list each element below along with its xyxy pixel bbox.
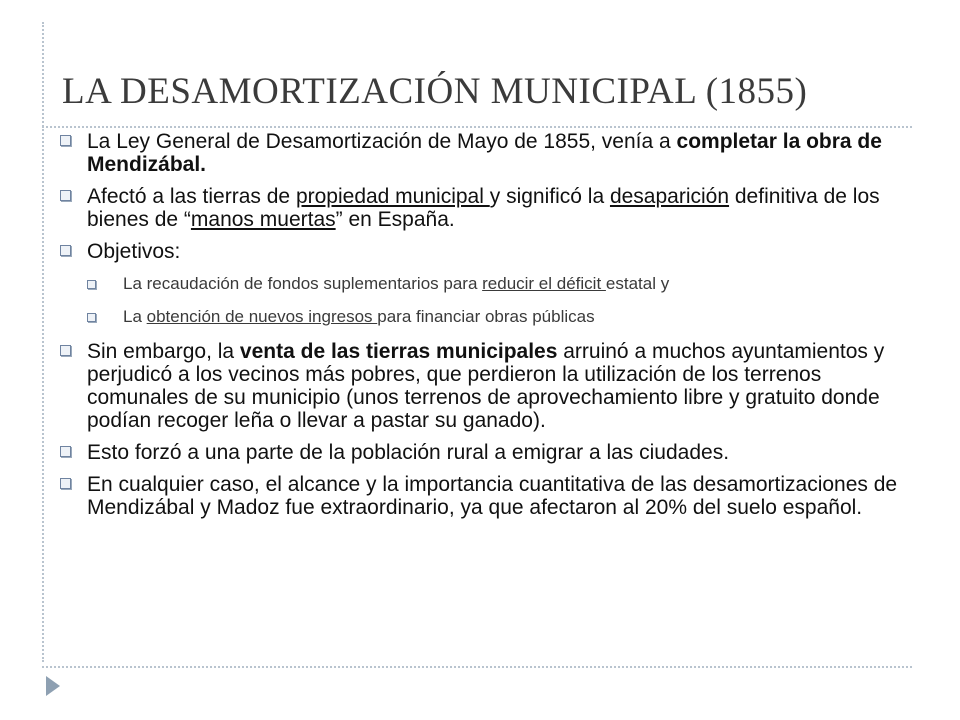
bullet-sin-embargo [60, 340, 910, 432]
sub-bullet-text: La [123, 307, 147, 326]
square-bullet-icon [60, 135, 71, 146]
title-divider-line [42, 126, 912, 128]
bullet-text: y significó la [489, 185, 610, 208]
square-bullet-icon [60, 245, 71, 256]
sub-bullet-text: estatal y [605, 274, 670, 293]
square-bullet-icon [60, 478, 71, 489]
underlined-text: reducir el déficit [482, 274, 606, 293]
underlined-text: manos muertas [190, 208, 336, 231]
square-bullet-icon [60, 345, 71, 356]
sub-bullet-obtencion [60, 307, 910, 327]
square-bullet-icon [60, 190, 71, 201]
bullet-emigrar [60, 441, 910, 464]
bullet-afecto [60, 185, 910, 231]
bullet-text: Afectó a las tierras de [87, 185, 296, 208]
bullet-bold-text: completar la obra de Mendizábal. [87, 130, 882, 176]
bullet-text: arruinó a muchos ayuntamientos y perjudicó a los vecinos más pobres, que perdieron la utilización de los terrenos comunales de su municipio (unos terrenos de aprovechamiento libre y gratuito donde podían recoger leña o llevar a pastar su ganado). [87, 340, 885, 432]
underlined-text: propiedad municipal [295, 185, 490, 208]
underlined-text: obtención de nuevos ingresos [146, 307, 378, 326]
bullet-objetivos [60, 240, 910, 263]
triangle-arrow-icon [46, 676, 60, 696]
slide-title: LA DESAMORTIZACIÓN MUNICIPAL (1855) [62, 71, 808, 112]
bullet-text: ” en España. [335, 208, 455, 231]
sub-bullet-text: La recaudación de fondos suplementarios para [123, 274, 483, 293]
sub-bullet-recaudacion [60, 274, 910, 294]
square-bullet-icon [87, 313, 96, 322]
bullet-text: Esto forzó a una parte de la población rural a emigrar a las ciudades. [87, 441, 730, 464]
bullet-text: Objetivos: [87, 240, 181, 263]
sub-bullet-text: para financiar obras públicas [377, 307, 595, 326]
left-guide-line [42, 22, 44, 662]
bullet-bold-text: venta de las tierras municipales [239, 340, 558, 363]
bullet-text: La Ley General de Desamortización de Mayo de 1855, venía a [87, 130, 677, 153]
slide-body [60, 130, 910, 528]
square-bullet-icon [60, 446, 71, 457]
bullet-text: definitiva de los bienes de “ [87, 185, 880, 231]
bullet-text: Sin embargo, la [87, 340, 240, 363]
bullet-ley-general [60, 130, 910, 176]
footer-divider-line [42, 666, 912, 668]
bullet-alcance [60, 473, 910, 519]
bullet-text: En cualquier caso, el alcance y la importancia cuantitativa de las desamortizaciones de Mendizábal y Madoz fue extraordinario, ya que afectaron al 20% del suelo español. [87, 473, 898, 519]
underlined-text: desaparición [609, 185, 730, 208]
square-bullet-icon [87, 280, 96, 289]
